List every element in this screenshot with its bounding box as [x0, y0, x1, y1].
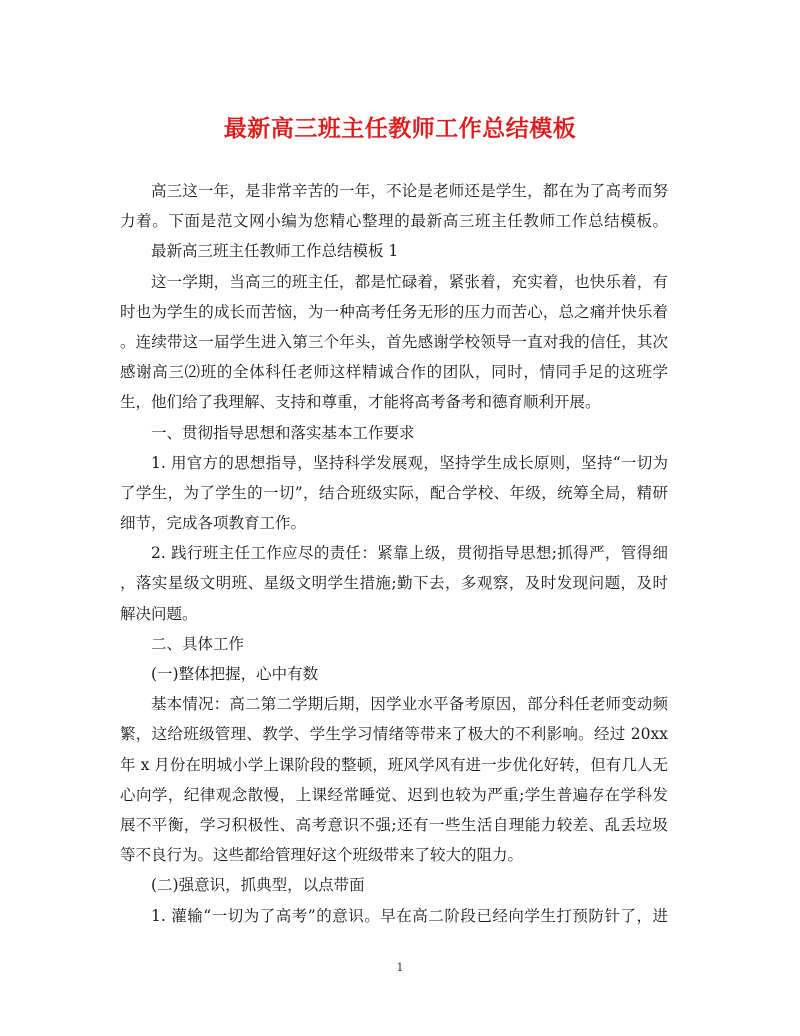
paragraph-line: 高三这一年，是非常辛苦的一年，不论是老师还是学生，都在为了高考而努	[151, 182, 668, 200]
section-heading: 一、贯彻指导思想和落实基本工作要求	[151, 423, 415, 442]
paragraph-line: 细节，完成各项教育工作。	[120, 514, 307, 533]
paragraph-line: 生，他们给了我理解、支持和尊重，才能将高考备考和德育顺利开展。	[120, 393, 601, 412]
paragraph-line: 了学生，为了学生的一切”，结合班级实际，配合学校、年级，统筹全局，精研	[120, 483, 668, 502]
paragraph-line: 等不良行为。这些都给管理好这个班级带来了较大的阻力。	[120, 846, 524, 865]
document-title: 最新高三班主任教师工作总结模板	[223, 115, 577, 142]
paragraph-line: 年 x 月份在明城小学上课阶段的整顿，班风学风有进一步优化好转，但有几人无	[120, 755, 668, 774]
paragraph-line: 心向学，纪律观念散慢，上课经常睡觉、迟到也较为严重;学生普遍存在学科发	[120, 785, 668, 804]
paragraph-line: 繁，这给班级管理、教学、学生学习情绪等带来了极大的不利影响。经过 20xx	[120, 725, 668, 744]
paragraph-line: 基本情况：高二第二学期后期，因学业水平备考原因，部分科任老师变动频	[151, 695, 668, 714]
paragraph-line: 。连续带这一届学生进入第三个年头，首先感谢学校领导一直对我的信任，其次	[120, 332, 668, 351]
paragraph-line: 2. 践行班主任工作应尽的责任：紧靠上级，贯彻指导思想;抓得严，管得细	[151, 544, 668, 563]
paragraph-line: ，落实星级文明班、星级文明学生措施;勤下去，多观察，及时发现问题，及时	[120, 574, 668, 593]
section-heading: 最新高三班主任教师工作总结模板 1	[151, 242, 399, 261]
paragraph-line: 解决问题。	[120, 604, 198, 623]
paragraph-line: 1. 用官方的思想指导，坚持科学发展观，坚持学生成长原则，坚持“一切为	[151, 453, 668, 472]
paragraph-line: 时也为学生的成长而苦恼，为一种高考任务无形的压力而苦心，总之痛并快乐着	[120, 302, 668, 321]
paragraph-line: 1. 灌输“一切为了高考”的意识。早在高二阶段已经向学生打预防针了，进	[151, 906, 668, 925]
paragraph-line: 力着。下面是范文网小编为您精心整理的最新高三班主任教师工作总结模板。	[120, 212, 668, 231]
page-number: 1	[396, 961, 404, 974]
subsection-heading: (二)强意识，抓典型，以点带面	[151, 876, 365, 895]
subsection-heading: (一)整体把握，心中有数	[151, 665, 319, 683]
document-body	[120, 176, 668, 931]
section-heading: 二、具体工作	[151, 634, 245, 653]
paragraph-line: 展不平衡，学习积极性、高考意识不强;还有一些生活自理能力较差、乱丢垃圾	[120, 815, 668, 834]
paragraph-line: 这一学期，当高三的班主任，都是忙碌着，紧张着，充实着，也快乐着，有	[151, 272, 668, 291]
paragraph-line: 感谢高三⑵班的全体科任老师这样精诚合作的团队，同时，情同手足的这班学	[120, 363, 668, 382]
